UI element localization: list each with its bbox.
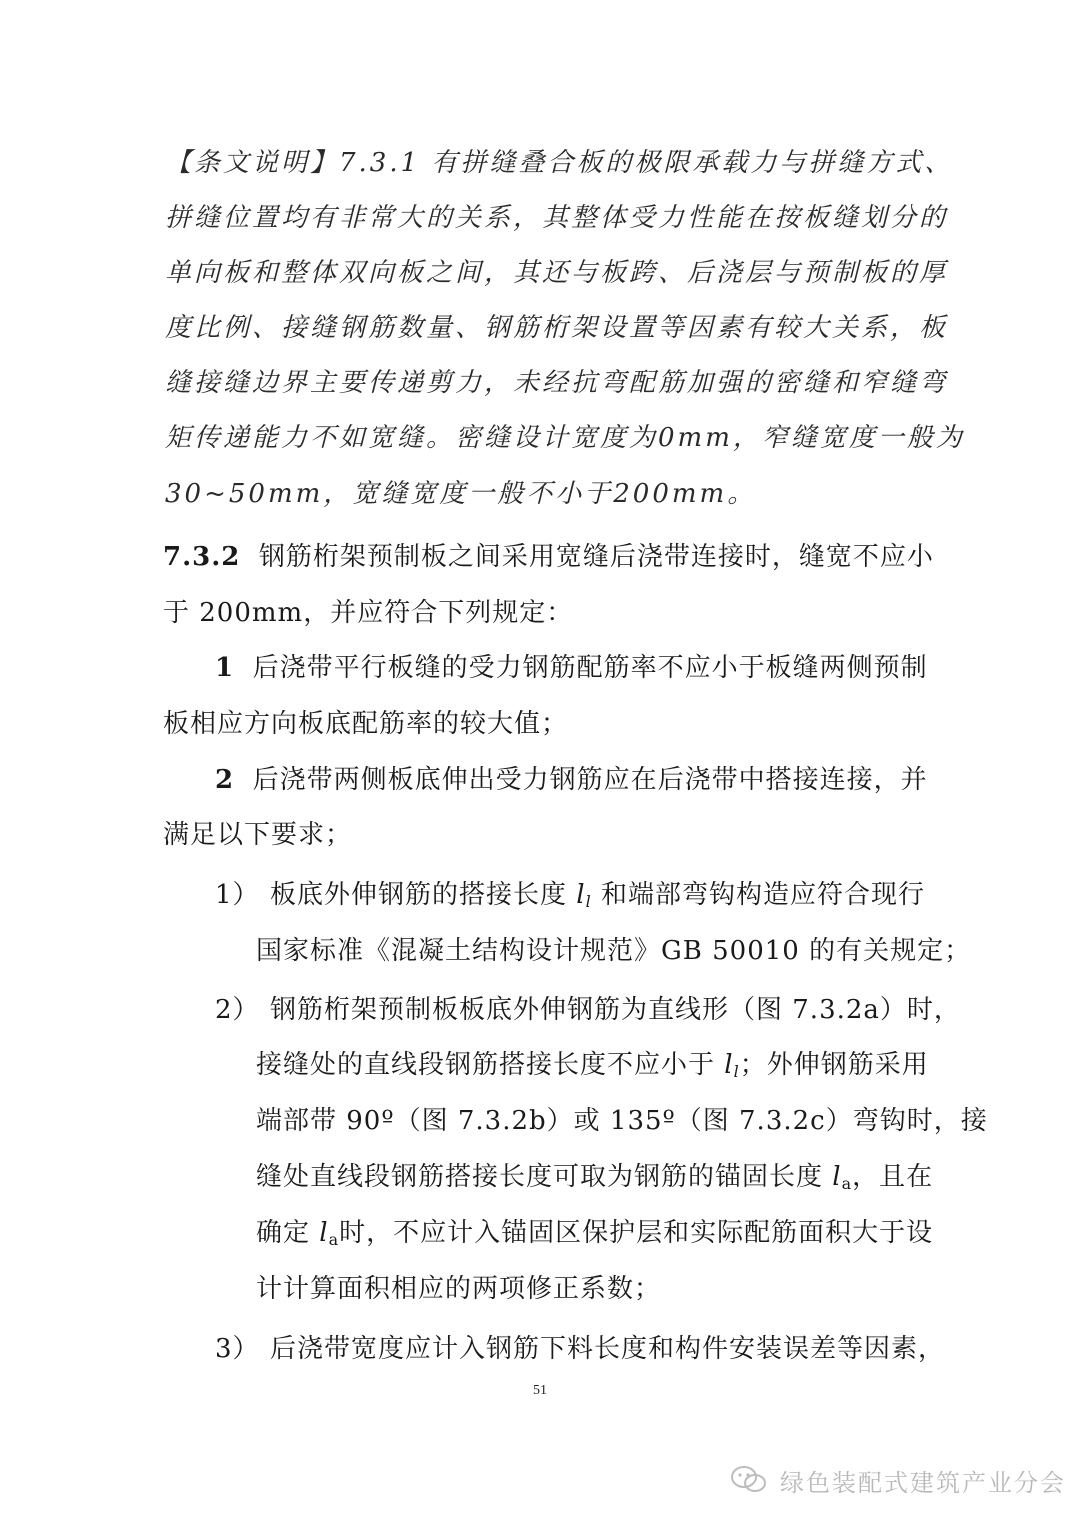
subitem-2-line-1: 钢筋桁架预制板板底外伸钢筋为直线形（图 7.3.2a）时， <box>270 995 961 1025</box>
item-2-line-1: 2 后浇带两侧板底伸出受力钢筋应在后浇带中搭接连接，并 <box>215 765 928 795</box>
commentary-line-2: 拼缝位置均有非常大的关系，其整体受力性能在按板缝划分的 <box>165 203 949 233</box>
subitem-2-line-3: 端部带 90º（图 7.3.2b）或 135º（图 7.3.2c）弯钩时，接 <box>256 1106 988 1136</box>
symbol-l1: $l_l$ <box>576 880 592 911</box>
commentary-line-3: 单向板和整体双向板之间，其还与板跨、后浇层与预制板的厚 <box>165 258 949 288</box>
item-2-line-2: 满足以下要求； <box>163 820 353 850</box>
commentary-line-1: 【条文说明】7.3.1 有拼缝叠合板的极限承载力与拼缝方式、 <box>165 148 954 178</box>
subitem-3-line-1: 后浇带宽度应计入钢筋下料长度和构件安装误差等因素， <box>270 1334 946 1364</box>
watermark-text: 绿色装配式建筑产业分会 <box>780 1468 1066 1497</box>
item-1-line-1: 1 后浇带平行板缝的受力钢筋配筋率不应小于板缝两侧预制 <box>215 653 928 683</box>
commentary-line-7: 30~50mm，宽缝宽度一般不小于200mm。 <box>165 479 757 509</box>
item-1-line-2: 板相应方向板底配筋率的较大值； <box>163 709 569 739</box>
symbol-l1: $l_l$ <box>724 1050 740 1081</box>
subitem-1-line-2: 国家标准《混凝土结构设计规范》GB 50010 的有关规定； <box>256 936 972 966</box>
clause-7-3-2-line-1: 7.3.2 钢筋桁架预制板之间采用宽缝后浇带连接时，缝宽不应小 <box>163 542 934 572</box>
symbol-la: l <box>319 1218 329 1248</box>
subitem-2-marker: 2） <box>215 995 260 1025</box>
commentary-line-4: 度比例、接缝钢筋数量、钢筋桁架设置等因素有较大关系，板 <box>165 313 949 343</box>
subitem-2-line-2: 接缝处的直线段钢筋搭接长度不应小于 $l_l$；外伸钢筋采用 <box>256 1050 929 1081</box>
clause-7-3-2-line-2: 于 200mm，并应符合下列规定： <box>163 598 574 628</box>
subitem-3-marker: 3） <box>215 1334 260 1364</box>
subitem-1-marker: 1） <box>215 880 260 910</box>
subitem-2-line-4: 缝处直线段钢筋搭接长度可取为钢筋的锚固长度 $l_a$，且在 <box>256 1162 934 1193</box>
clause-number: 7.3.2 <box>163 542 241 572</box>
watermark <box>730 1460 1066 1500</box>
wechat-icon <box>730 1464 768 1496</box>
page-number: 51 <box>533 1383 547 1398</box>
commentary-line-6: 矩传递能力不如宽缝。密缝设计宽度为0mm，窄缝宽度一般为 <box>165 423 965 453</box>
symbol-la: l <box>832 1162 842 1192</box>
subitem-2-line-5: 确定 $l_a$时，不应计入锚固区保护层和实际配筋面积大于设 <box>256 1218 934 1249</box>
item-number: 2 <box>215 765 235 795</box>
subitem-2-line-6: 计计算面积相应的两项修正系数； <box>256 1274 662 1304</box>
subitem-1-line-1: 板底外伸钢筋的搭接长度 $l_l$ 和端部弯钩构造应符合现行 <box>270 880 926 911</box>
commentary-line-5: 缝接缝边界主要传递剪力，未经抗弯配筋加强的密缝和窄缝弯 <box>165 368 949 398</box>
item-number: 1 <box>215 653 235 683</box>
